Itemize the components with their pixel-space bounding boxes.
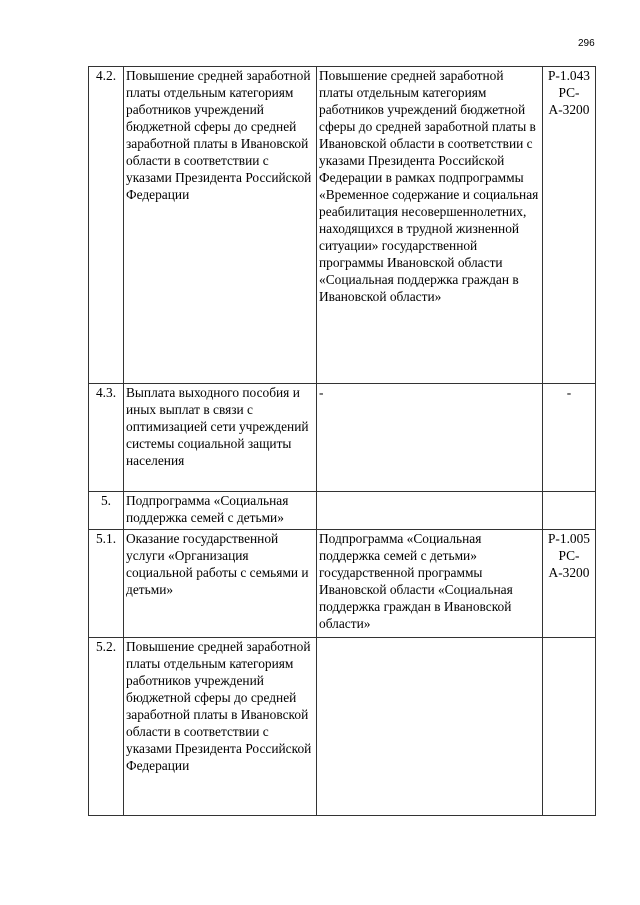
activity-cell: Повышение средней заработной платы отдельным категориям работников учреждений бюджетной сферы до средней заработной платы в Ивановской области в соответствии с указами Президента Российской Федерации — [124, 638, 317, 816]
code-cell: Р-1.005 РС-А-3200 — [543, 530, 596, 638]
row-number: 5.2. — [89, 638, 124, 816]
activity-cell: Подпрограмма «Социальная поддержка семей с детьми» — [124, 492, 317, 530]
program-cell — [317, 492, 543, 530]
code-cell: - — [543, 384, 596, 492]
row-number: 4.2. — [89, 67, 124, 384]
table-row — [89, 638, 596, 816]
table-row — [89, 492, 596, 530]
activity-cell: Повышение средней заработной платы отдельным категориям работников учреждений бюджетной сферы до средней заработной платы в Ивановской области в соответствии с указами Президента Российской Федерации — [124, 67, 317, 384]
code-cell — [543, 638, 596, 816]
code-cell — [543, 492, 596, 530]
program-cell: Повышение средней заработной платы отдельным категориям работников учреждений бюджетной сферы до средней заработной платы в Ивановской области в соответствии с указами Президента Российской Федерации в рамках подпрограммы «Временное содержание и социальная реабилитация несовершеннолетних, находящихся в трудной жизненной ситуации» государственной программы Ивановской области «Социальная поддержка граждан в Ивановской области» — [317, 67, 543, 384]
row-number: 5. — [89, 492, 124, 530]
program-cell: - — [317, 384, 543, 492]
code-cell: Р-1.043 РС-А-3200 — [543, 67, 596, 384]
row-number: 5.1. — [89, 530, 124, 638]
activity-cell: Оказание государственной услуги «Организация социальной работы с семьями и детьми» — [124, 530, 317, 638]
program-cell: Подпрограмма «Социальная поддержка семей с детьми» государственной программы Ивановской области «Социальная поддержка граждан в Ивановской области» — [317, 530, 543, 638]
page-number: 296 — [578, 38, 595, 49]
table-row — [89, 384, 596, 492]
program-cell — [317, 638, 543, 816]
program-table — [88, 66, 596, 816]
activity-cell: Выплата выходного пособия и иных выплат в связи с оптимизацией сети учреждений системы социальной защиты населения — [124, 384, 317, 492]
table-row — [89, 67, 596, 384]
row-number: 4.3. — [89, 384, 124, 492]
table-row — [89, 530, 596, 638]
